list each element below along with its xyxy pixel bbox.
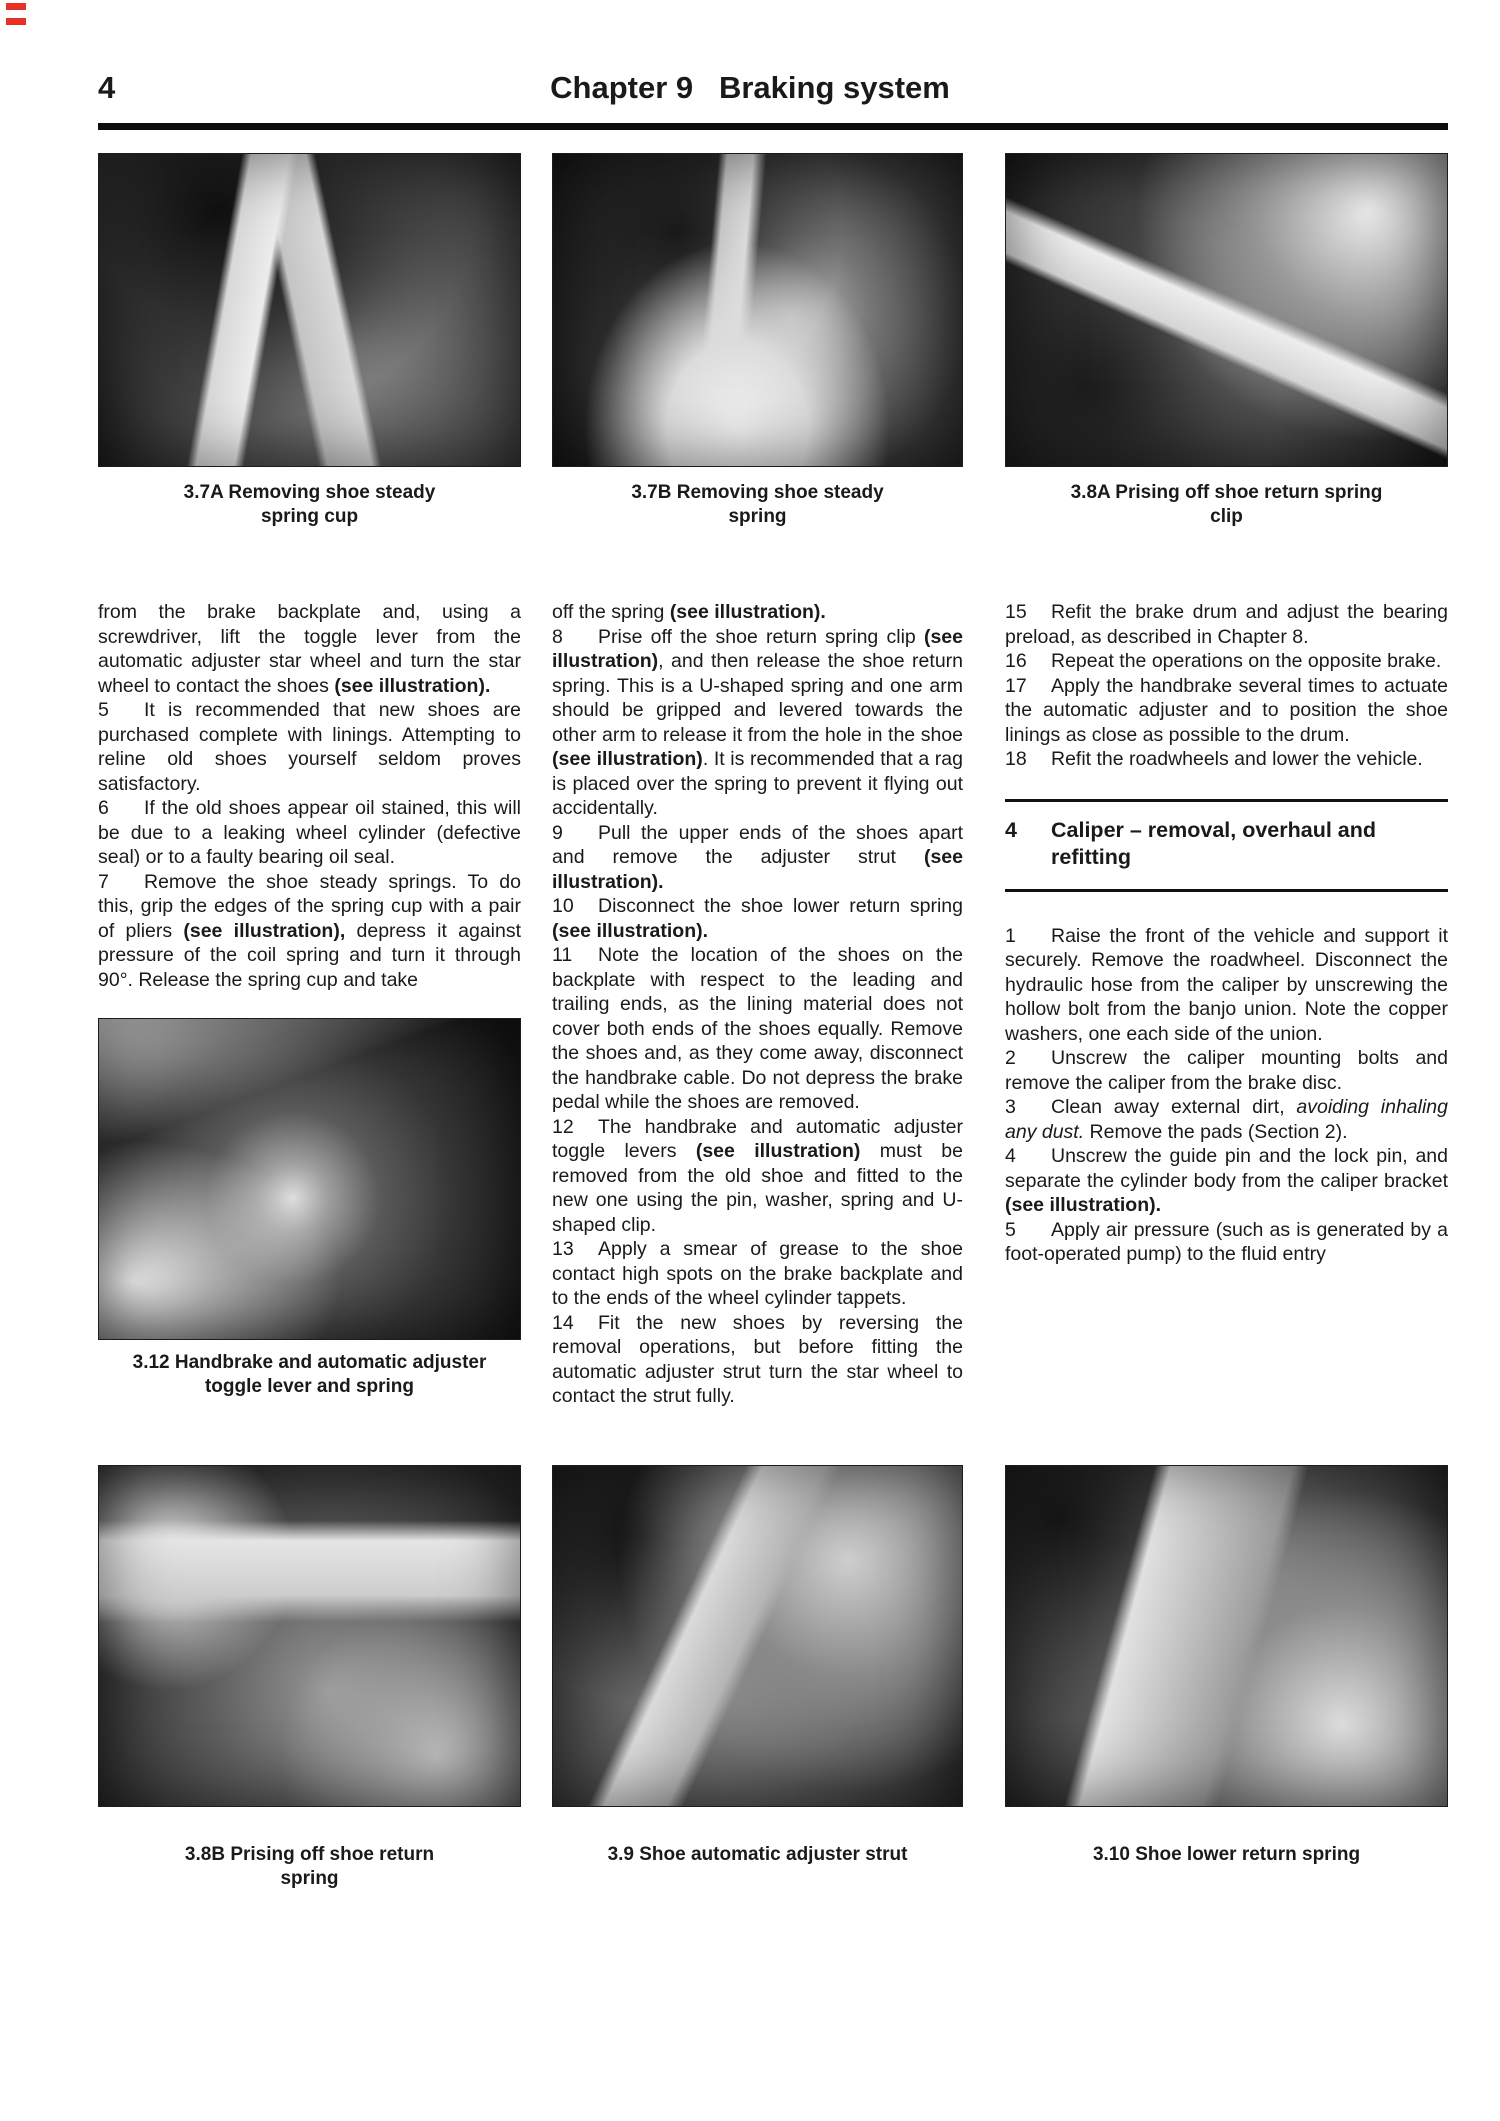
step-number: 7 (98, 870, 109, 893)
step-8-paragraph: 8 Prise off the shoe return spring clip (see illustration), and then release the shoe return spring. This is a U-shaped spring and one arm should be gripped and levered towards the other arm to release it from the hole in the shoe (see illustration). It is recommended that a rag is placed over the spring to prevent it flying out accidentally. (552, 625, 963, 819)
figure-photo-3-12 (98, 1018, 521, 1340)
header-rule (98, 123, 1448, 130)
registration-mark (6, 18, 26, 25)
step-number: 14 (552, 1311, 574, 1334)
figure-photo-3-7b (552, 153, 963, 467)
text-column-right (1005, 600, 1448, 1267)
figure-photo-3-8a (1005, 153, 1448, 467)
step-number: 17 (1005, 674, 1027, 697)
figure-caption-3-9: 3.9 Shoe automatic adjuster strut (607, 1844, 908, 1865)
section-title: Caliper – removal, overhaul and refitting (1051, 817, 1377, 869)
step-number: 16 (1005, 650, 1027, 672)
step-15-paragraph: 15 Refit the brake drum and adjust the bearing preload, as described in Chapter 8. (1005, 601, 1448, 648)
chapter-title: Chapter 9 Braking system (550, 70, 950, 105)
step-16-paragraph: 16 Repeat the operations on the opposite brake. (1005, 650, 1442, 672)
step-17-paragraph: 17 Apply the handbrake several times to actuate the automatic adjuster and to position the shoe linings as close as possible to the drum. (1005, 674, 1448, 746)
step-number: 18 (1005, 748, 1027, 770)
registration-mark (6, 3, 26, 10)
step-number: 13 (552, 1238, 574, 1260)
step-number: 2 (1005, 1047, 1016, 1069)
step-10-paragraph: 10 Disconnect the shoe lower return spring (see illustration). (552, 895, 963, 942)
step-number: 10 (552, 895, 574, 917)
figure-caption-3-8b: 3.8B Prising off shoe return spring (184, 1844, 435, 1889)
step-3-paragraph: 3 Clean away external dirt, avoiding inhaling any dust. Remove the pads (Section 2). (1005, 1096, 1448, 1143)
step-4-paragraph: 4 Unscrew the guide pin and the lock pin, and separate the cylinder body from the caliper bracket (see illustration). (1005, 1145, 1448, 1216)
step-number: 12 (552, 1115, 574, 1138)
figure-caption-3-7a: 3.7A Removing shoe steady spring cup (183, 482, 436, 527)
step-13-paragraph: 13 Apply a smear of grease to the shoe contact high spots on the brake backplate and to the ends of the wheel cylinder tappets. (552, 1238, 963, 1309)
figure-photo-3-10 (1005, 1465, 1448, 1807)
step-5-paragraph: 5 It is recommended that new shoes are purchased complete with linings. Attempting to reline old shoes yourself seldom proves satisfactory. (98, 699, 521, 795)
figure-caption-3-10: 3.10 Shoe lower return spring (1092, 1844, 1361, 1865)
step-14-paragraph: 14 Fit the new shoes by reversing the removal operations, but before fitting the automatic adjuster strut turn the star wheel to contact the strut fully. (552, 1311, 963, 1407)
step-6-paragraph: 6 If the old shoes appear oil stained, this will be due to a leaking wheel cylinder (defective seal) or to a faulty bearing oil seal. (98, 797, 521, 868)
step-number: 4 (1005, 1145, 1016, 1167)
figure-photo-3-8b (98, 1465, 521, 1807)
paragraph: from the brake backplate and, using a screwdriver, lift the toggle lever from the automatic adjuster star wheel and turn the star wheel to contact the shoes (see illustration). (98, 601, 521, 697)
figure-caption-3-7b: 3.7B Removing shoe steady spring (631, 482, 884, 527)
figure-photo-3-9 (552, 1465, 963, 1807)
figure-photo-3-7a (98, 153, 521, 467)
step-11-paragraph: 11 Note the location of the shoes on the backplate with respect to the leading and trailing ends, as the lining material does not cover both ends of the shoes equally. Remove the shoes and, as they come away, disconnect the handbrake cable. Do not depress the brake pedal while the shoes are removed. (552, 944, 963, 1113)
page-number: 4 (98, 70, 116, 105)
step-5-paragraph: 5 Apply air pressure (such as is generated by a foot-operated pump) to the fluid entry (1005, 1218, 1448, 1265)
text-column-left (98, 600, 521, 992)
step-number: 3 (1005, 1096, 1016, 1118)
step-18-paragraph: 18 Refit the roadwheels and lower the vehicle. (1005, 748, 1423, 770)
paragraph: off the spring (see illustration). (552, 601, 826, 623)
section-heading (1005, 799, 1448, 892)
step-number: 6 (98, 797, 109, 819)
step-9-paragraph: 9 Pull the upper ends of the shoes apart and remove the adjuster strut (see illustration). (552, 821, 963, 893)
step-number: 9 (552, 821, 563, 844)
step-number: 5 (1005, 1218, 1016, 1241)
step-number: 11 (552, 944, 573, 966)
section-number: 4 (1005, 817, 1017, 842)
step-number: 5 (98, 699, 109, 721)
step-number: 8 (552, 625, 563, 648)
step-number: 15 (1005, 601, 1027, 623)
step-2-paragraph: 2 Unscrew the caliper mounting bolts and remove the caliper from the brake disc. (1005, 1047, 1448, 1094)
figure-caption-3-12: 3.12 Handbrake and automatic adjuster toggle lever and spring (132, 1352, 487, 1397)
step-7-paragraph: 7 Remove the shoe steady springs. To do this, grip the edges of the spring cup with a pair of pliers (see illustration), depress it against pressure of the coil spring and turn it through 90°. Release the spring cup and take (98, 870, 522, 991)
step-number: 1 (1005, 924, 1016, 947)
step-1-paragraph: 1 Raise the front of the vehicle and support it securely. Remove the roadwheel. Disconnect the hydraulic hose from the caliper by unscrewing the hollow bolt from the banjo union. Note the copper washers, one each side of the union. (1005, 924, 1448, 1045)
step-12-paragraph: 12 The handbrake and automatic adjuster toggle levers (see illustration) must be removed from the old shoe and fitted to the new one using the pin, washer, spring and U-shaped clip. (552, 1115, 963, 1236)
figure-caption-3-8a: 3.8A Prising off shoe return spring clip (1070, 482, 1383, 527)
text-column-middle (552, 600, 963, 1409)
